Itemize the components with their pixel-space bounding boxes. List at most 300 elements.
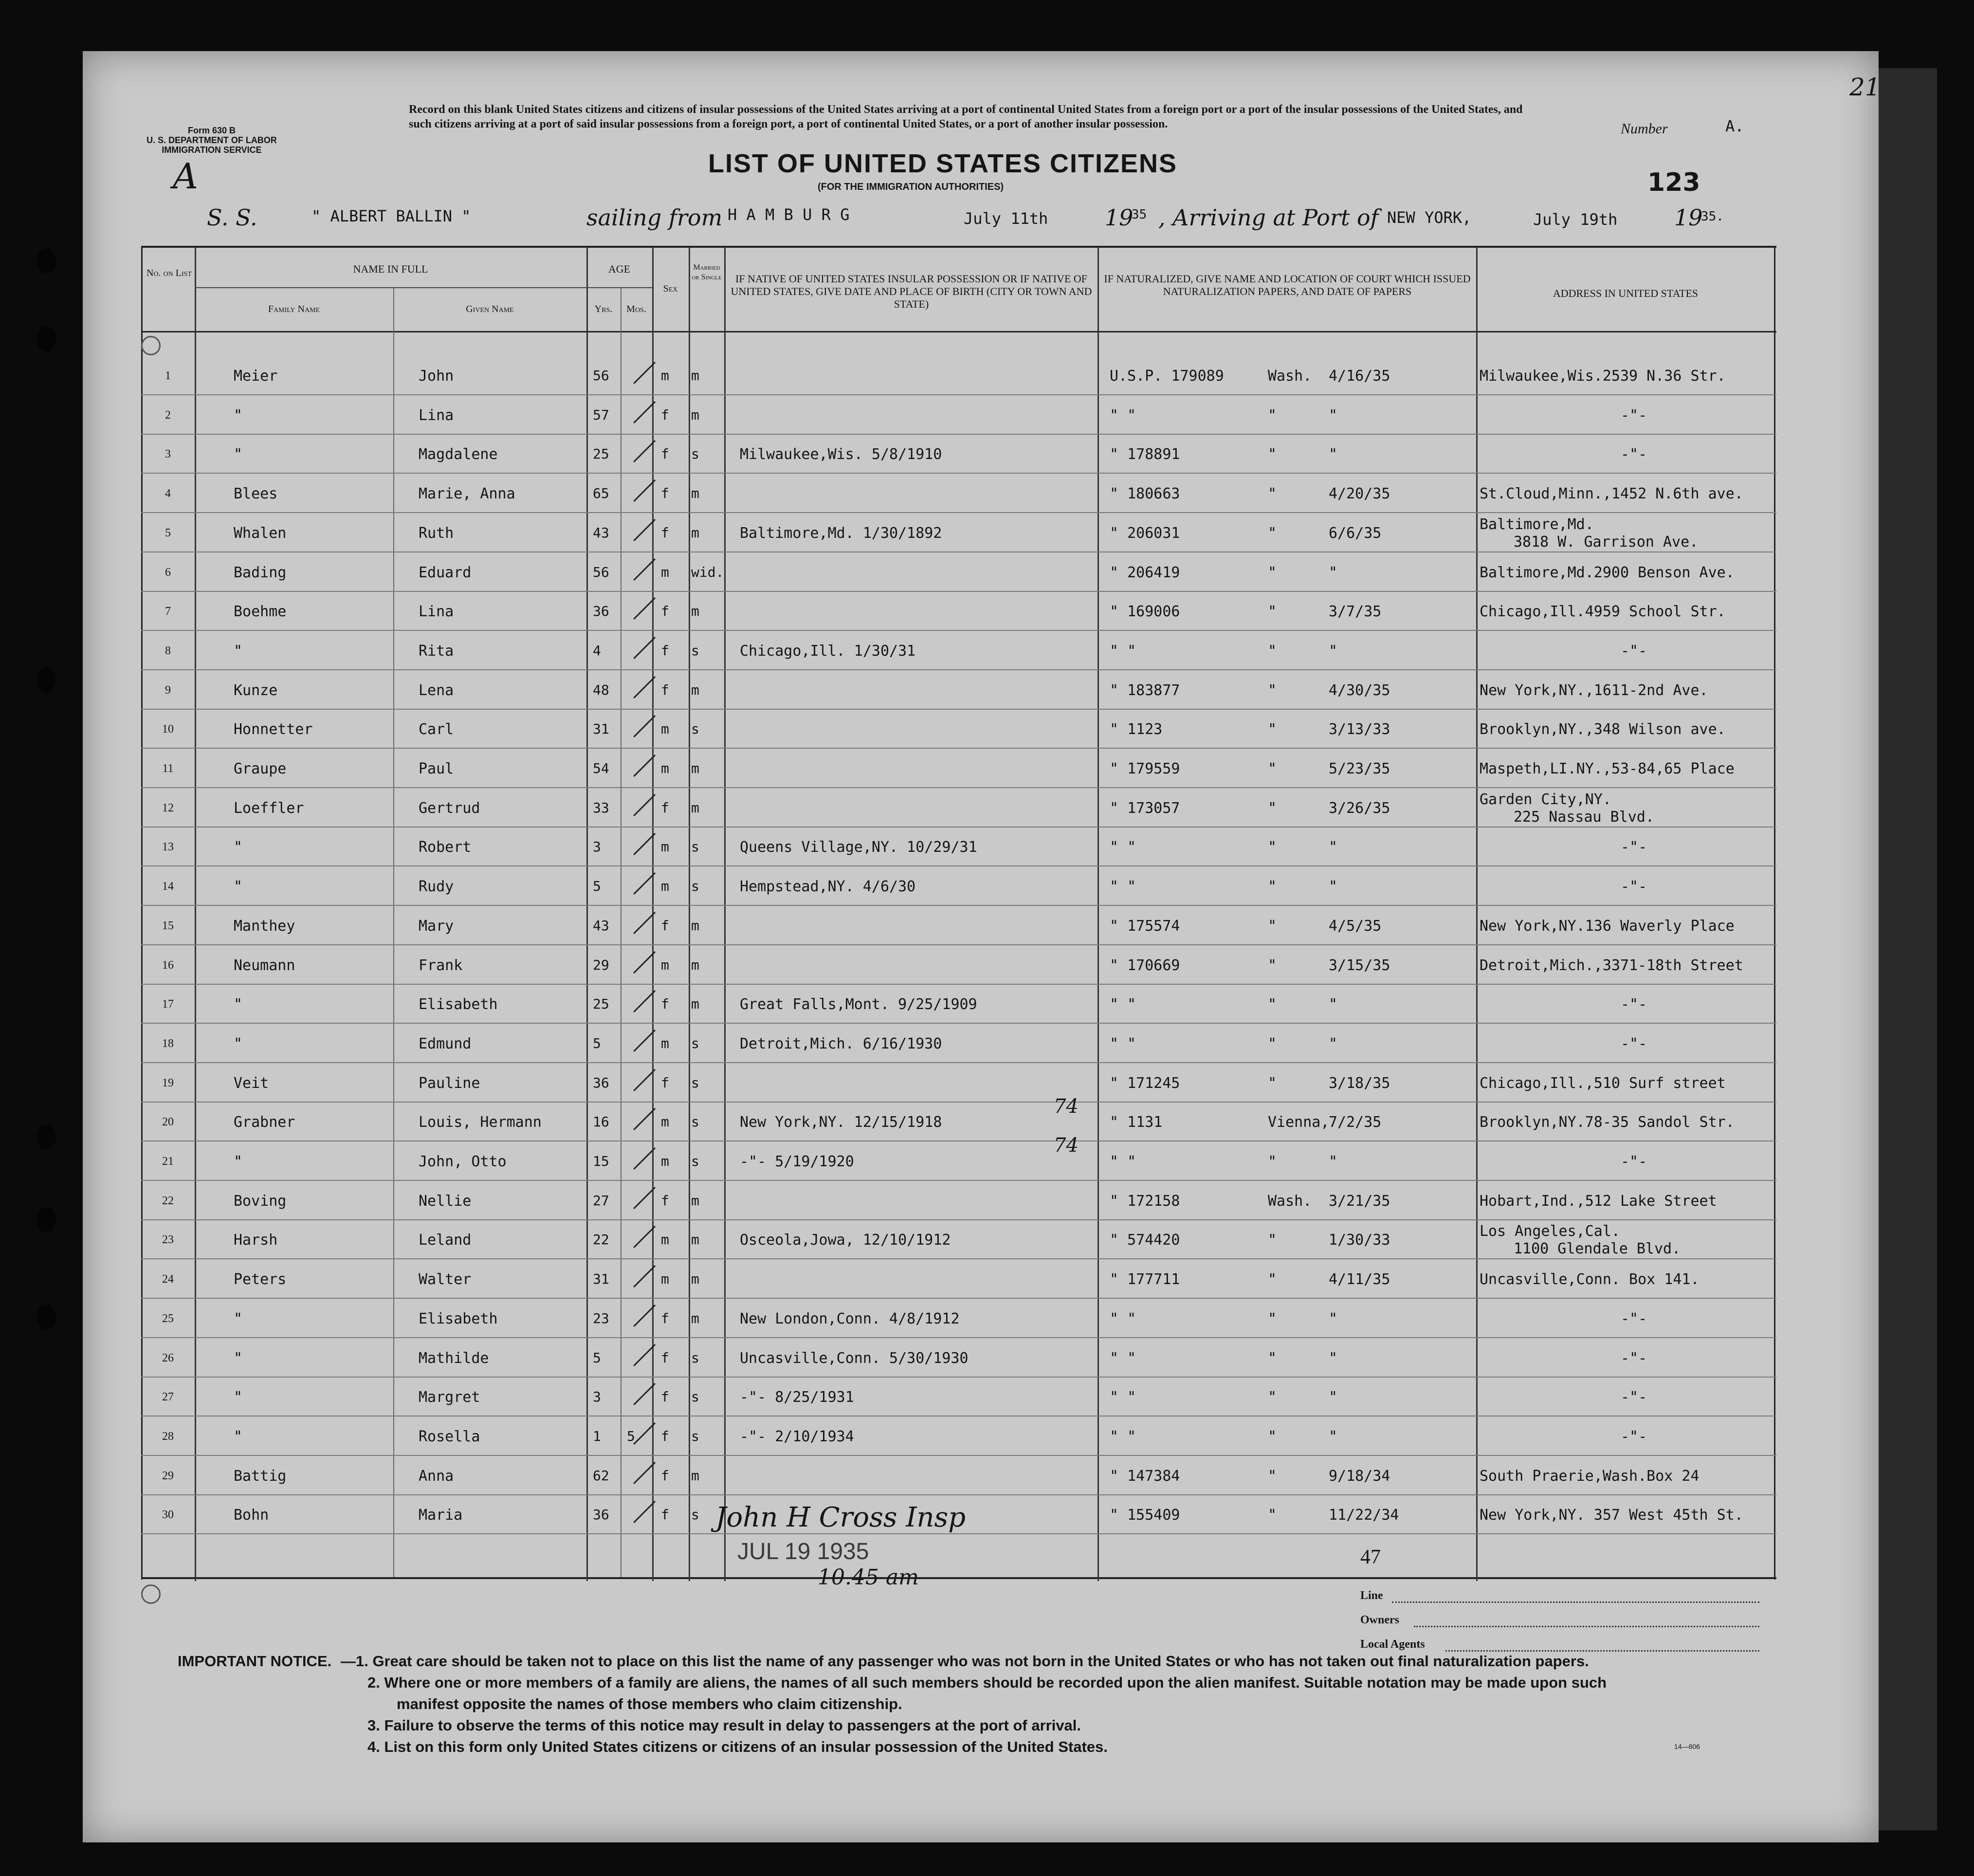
- cell-family: ": [234, 406, 243, 424]
- cell-sex: f: [661, 524, 669, 541]
- cell-court: ": [1268, 406, 1277, 424]
- cell-ms: m: [691, 1192, 699, 1209]
- cell-court: ": [1268, 1389, 1277, 1406]
- cell-address: South Praerie,Wash.Box 24: [1480, 1467, 1700, 1485]
- cell-family: ": [234, 1389, 243, 1406]
- cell-age: 56: [593, 368, 609, 384]
- row-number: 1: [165, 369, 171, 382]
- cell-sex: m: [661, 368, 669, 384]
- line-dotted-field: [1392, 1600, 1759, 1603]
- cell-address: -"-: [1621, 996, 1647, 1013]
- cell-address: -"-: [1621, 642, 1647, 660]
- cell-age: 54: [593, 760, 609, 776]
- cell-date: 4/11/35: [1329, 1271, 1390, 1288]
- cell-court: ": [1268, 721, 1277, 738]
- table-bottom-rule: [141, 1577, 1776, 1579]
- cell-date: 7/2/35: [1329, 1114, 1382, 1131]
- cell-address: -"-: [1621, 1428, 1647, 1445]
- table-top-rule: [141, 246, 1776, 248]
- cell-sex: m: [661, 1153, 669, 1169]
- cell-address: -"-: [1621, 1153, 1647, 1170]
- cell-age: 43: [593, 524, 609, 541]
- cell-court: ": [1268, 1310, 1277, 1327]
- row-number: 5: [165, 526, 171, 539]
- cell-given: Leland: [419, 1232, 472, 1249]
- row-rule: [141, 748, 1776, 749]
- cell-address: Baltimore,Md.: [1480, 515, 1594, 533]
- cell-address: Baltimore,Md.2900 Benson Ave.: [1480, 564, 1735, 581]
- row-number: 2: [165, 408, 171, 422]
- print-code: 14—806: [1674, 1743, 1700, 1750]
- arrival-date: July 19th: [1533, 210, 1618, 229]
- service: IMMIGRATION SERVICE: [162, 145, 262, 155]
- cell-sex: m: [661, 839, 669, 855]
- cell-court: ": [1268, 1507, 1277, 1524]
- cell-family: ": [234, 1035, 243, 1052]
- record-instructions: Record on this blank United States citizens and citizens of insular possessions of the United States arriving at a port of continental United States from a foreign port or a port of the insular possessions of the United States, and such citizens arriving at a port of said insular possessions from a foreign port, a port of continental United States, or a port of another insular possession.: [409, 103, 1523, 130]
- cell-family: ": [234, 1153, 243, 1170]
- cell-age: 16: [593, 1114, 609, 1130]
- cell-ms: m: [691, 1310, 699, 1326]
- arriving-label: , Arriving at Port of: [1158, 204, 1379, 231]
- cell-sex: m: [661, 878, 669, 895]
- cell-cert: " ": [1110, 1389, 1136, 1406]
- header-age: AGE: [608, 263, 631, 275]
- cell-family: Bohn: [234, 1507, 269, 1524]
- cell-given: Rosella: [419, 1428, 480, 1445]
- cell-given: Eduard: [419, 564, 472, 581]
- cell-court: ": [1268, 799, 1277, 817]
- row-rule: [141, 787, 1776, 788]
- row-rule: [141, 1494, 1776, 1495]
- departure-date: July 11th: [964, 209, 1048, 228]
- column-divider: [1097, 247, 1099, 1581]
- cell-date: ": [1329, 1428, 1338, 1445]
- arrival-port: NEW YORK,: [1387, 208, 1472, 227]
- cell-age: 31: [593, 721, 609, 737]
- date-stamp: JUL 19 1935: [737, 1539, 869, 1564]
- cell-age: 36: [593, 1507, 609, 1523]
- ship-name: " ALBERT BALLIN ": [311, 207, 471, 225]
- cell-given: Maria: [419, 1507, 463, 1524]
- punch-circle: [141, 336, 161, 355]
- department: U. S. DEPARTMENT OF LABOR: [146, 135, 277, 145]
- row-number: 7: [165, 605, 171, 618]
- cell-given: Robert: [419, 839, 472, 856]
- depart-year-prefix: 19: [1105, 204, 1133, 231]
- cell-date: 5/23/35: [1329, 760, 1390, 777]
- cell-mos: 5: [627, 1428, 635, 1444]
- arrival-year-prefix: 19: [1674, 204, 1703, 231]
- cell-age: 23: [593, 1310, 609, 1326]
- cell-ms: s: [691, 839, 699, 855]
- cell-address: -"-: [1621, 1310, 1647, 1327]
- cell-given: Lina: [419, 406, 454, 424]
- cell-age: 31: [593, 1271, 609, 1287]
- cell-age: 36: [593, 1074, 609, 1091]
- cell-sex: f: [661, 1310, 669, 1326]
- cell-family: Manthey: [234, 917, 295, 935]
- binder-hole: [37, 667, 56, 692]
- cell-ms: s: [691, 1035, 699, 1051]
- number-value: A.: [1725, 117, 1744, 135]
- row-number: 18: [162, 1037, 174, 1050]
- column-divider: [393, 287, 394, 1577]
- cell-cert: " 147384: [1110, 1467, 1180, 1485]
- row-rule: [141, 905, 1776, 906]
- page-edge-dark: [1879, 68, 1937, 1830]
- cell-family: Battig: [234, 1467, 287, 1485]
- cell-cert: " 179559: [1110, 760, 1180, 777]
- header-birth: IF NATIVE OF UNITED STATES INSULAR POSSESSION OR IF NATIVE OF UNITED STATES, GIVE DATE AND PLACE OF BIRTH (CITY OR TOWN AND STATE): [731, 273, 1092, 310]
- cell-given: Paul: [419, 760, 454, 777]
- cell-cert: U.S.P. 179089: [1110, 368, 1224, 385]
- cell-given: Rita: [419, 642, 454, 660]
- cell-sex: f: [661, 1389, 669, 1405]
- cell-given: John, Otto: [419, 1153, 507, 1170]
- cell-given: Frank: [419, 956, 463, 974]
- row-number: 20: [162, 1116, 174, 1129]
- cell-family: ": [234, 878, 243, 896]
- row-rule: [141, 1023, 1776, 1024]
- binder-hole: [37, 248, 56, 274]
- cell-ms: s: [691, 1074, 699, 1091]
- column-divider: [689, 247, 690, 1581]
- cell-age: 1: [593, 1428, 601, 1444]
- cell-cert: " 1123: [1110, 721, 1163, 738]
- row-rule: [141, 434, 1776, 435]
- header-family-name: Family Name: [268, 304, 320, 314]
- header-naturalized: IF NATURALIZED, GIVE NAME AND LOCATION OF COURT WHICH ISSUED NATURALIZATION PAPERS, AND DATE OF PAPERS: [1104, 273, 1471, 297]
- cell-court: ": [1268, 1074, 1277, 1092]
- cell-ms: m: [691, 368, 699, 384]
- cell-date: 4/30/35: [1329, 681, 1390, 699]
- cell-cert: " 177711: [1110, 1271, 1180, 1288]
- cell-address: St.Cloud,Minn.,1452 N.6th ave.: [1480, 485, 1743, 503]
- cell-birth: Detroit,Mich. 6/16/1930: [740, 1035, 942, 1052]
- form-number: Form 630 B: [187, 126, 236, 135]
- row-rule: [141, 1337, 1776, 1338]
- cell-given: Margret: [419, 1389, 480, 1406]
- cell-age: 62: [593, 1467, 609, 1484]
- cell-date: 11/22/34: [1329, 1507, 1399, 1524]
- cell-family: ": [234, 1349, 243, 1367]
- cell-given: Nellie: [419, 1192, 472, 1210]
- departure-port: H A M B U R G: [728, 205, 850, 224]
- row-number: 21: [162, 1155, 174, 1168]
- cell-ms: m: [691, 917, 699, 934]
- cell-family: ": [234, 839, 243, 856]
- cell-address: Garden City,NY.: [1480, 791, 1611, 808]
- cell-date: ": [1329, 878, 1338, 896]
- cell-court: ": [1268, 1271, 1277, 1288]
- cell-birth: New York,NY. 12/15/1918: [740, 1114, 942, 1131]
- cell-sex: f: [661, 603, 669, 620]
- row-number: 13: [162, 841, 174, 854]
- cell-date: ": [1329, 839, 1338, 856]
- row-number: 15: [162, 919, 174, 932]
- cell-date: 3/7/35: [1329, 603, 1382, 621]
- cell-cert: " ": [1110, 878, 1136, 896]
- cell-cert: " 574420: [1110, 1232, 1180, 1249]
- cell-date: 9/18/34: [1329, 1467, 1390, 1485]
- cell-address: Brooklyn,NY.78-35 Sandol Str.: [1480, 1114, 1735, 1131]
- cell-date: ": [1329, 1153, 1338, 1170]
- cell-given: Anna: [419, 1467, 454, 1485]
- cell-given: Walter: [419, 1271, 472, 1288]
- header-no-on-list: No. on List: [146, 268, 192, 278]
- cell-given: Rudy: [419, 878, 454, 896]
- cell-age: 29: [593, 956, 609, 973]
- cell-age: 22: [593, 1232, 609, 1248]
- margin-mark-row21: 74: [1054, 1134, 1078, 1157]
- row-number: 24: [162, 1273, 174, 1286]
- page-title: LIST OF UNITED STATES CITIZENS: [708, 149, 1177, 178]
- row-rule: [141, 1533, 1776, 1534]
- cell-sex: f: [661, 1467, 669, 1484]
- cell-date: 4/20/35: [1329, 485, 1390, 503]
- cell-date: 4/16/35: [1329, 368, 1390, 385]
- owners-label: Owners: [1360, 1614, 1399, 1626]
- cell-sex: f: [661, 642, 669, 659]
- row-rule: [141, 394, 1776, 395]
- cell-given: Edmund: [419, 1035, 472, 1052]
- cell-age: 3: [593, 1389, 601, 1405]
- cell-cert: " ": [1110, 996, 1136, 1013]
- cell-sex: m: [661, 721, 669, 737]
- cell-family: Whalen: [234, 524, 287, 542]
- cell-address: Hobart,Ind.,512 Lake Street: [1480, 1192, 1717, 1210]
- row-rule: [141, 512, 1776, 513]
- cell-court: ": [1268, 760, 1277, 777]
- cell-sex: m: [661, 1114, 669, 1130]
- cell-family: Veit: [234, 1074, 269, 1092]
- cell-given: John: [419, 368, 454, 385]
- cell-sex: m: [661, 1271, 669, 1287]
- ss-label: S. S.: [207, 204, 257, 231]
- cell-sex: m: [661, 956, 669, 973]
- row-number: 9: [165, 683, 171, 697]
- row-rule: [141, 669, 1776, 670]
- cell-address: Chicago,Ill.4959 School Str.: [1480, 603, 1726, 621]
- binder-hole: [37, 1305, 56, 1330]
- cell-age: 27: [593, 1192, 609, 1209]
- cell-ms: wid.: [691, 564, 724, 580]
- cell-address: Detroit,Mich.,3371-18th Street: [1480, 956, 1743, 974]
- cell-age: 36: [593, 603, 609, 620]
- row-number: 17: [162, 998, 174, 1011]
- row-rule: [141, 1102, 1776, 1103]
- row-rule: [141, 984, 1776, 985]
- cell-ms: m: [691, 1232, 699, 1248]
- notice-3: 3. Failure to observe the terms of this notice may result in delay to passengers at the port of arrival.: [367, 1717, 1081, 1734]
- cell-court: ": [1268, 642, 1277, 660]
- cell-family: ": [234, 1310, 243, 1327]
- cell-address: Milwaukee,Wis.2539 N.36 Str.: [1480, 368, 1726, 385]
- row-rule: [141, 827, 1776, 828]
- depart-year: 35: [1132, 207, 1147, 222]
- cell-age: 65: [593, 485, 609, 502]
- cell-court: ": [1268, 1153, 1277, 1170]
- cell-family: Kunze: [234, 681, 278, 699]
- cell-court: ": [1268, 878, 1277, 896]
- cell-court: Wash.: [1268, 368, 1312, 385]
- cell-date: ": [1329, 1035, 1338, 1052]
- column-divider: [195, 247, 196, 1581]
- cell-family: Grabner: [234, 1114, 295, 1131]
- cell-given: Mathilde: [419, 1349, 489, 1367]
- cell-sex: f: [661, 485, 669, 502]
- cell-ms: m: [691, 524, 699, 541]
- cell-court: ": [1268, 524, 1277, 542]
- row-number: 22: [162, 1194, 174, 1207]
- row-number: 8: [165, 644, 171, 657]
- cell-family: Peters: [234, 1271, 287, 1288]
- row-rule: [141, 709, 1776, 710]
- page-subtitle: (FOR THE IMMIGRATION AUTHORITIES): [818, 182, 1004, 192]
- cell-family: Honnetter: [234, 721, 313, 738]
- cell-date: ": [1329, 446, 1338, 463]
- cell-address: -"-: [1621, 1349, 1647, 1367]
- binder-hole: [37, 326, 56, 351]
- cell-cert: " 180663: [1110, 485, 1180, 503]
- header-given-name: Given Name: [466, 304, 514, 314]
- cell-court: Vienna,: [1268, 1114, 1330, 1131]
- row-number: 3: [165, 448, 171, 461]
- cell-sex: m: [661, 760, 669, 776]
- cell-sex: f: [661, 996, 669, 1012]
- cell-date: 3/26/35: [1329, 799, 1390, 817]
- row-rule: [141, 1377, 1776, 1378]
- notice-4: 4. List on this form only United States citizens or citizens of an insular possession of the United States.: [367, 1738, 1108, 1755]
- cell-date: ": [1329, 642, 1338, 660]
- list-number: 123: [1647, 168, 1700, 197]
- cell-cert: " 175574: [1110, 917, 1180, 935]
- cell-address: -"-: [1621, 1389, 1647, 1406]
- cell-birth: New London,Conn. 4/8/1912: [740, 1310, 960, 1327]
- notice-2-cont: manifest opposite the names of those members who claim citizenship.: [397, 1695, 902, 1712]
- cell-ms: s: [691, 446, 699, 462]
- cell-age: 48: [593, 681, 609, 698]
- cell-cert: " 169006: [1110, 603, 1180, 621]
- cell-birth: Osceola,Jowa, 12/10/1912: [740, 1232, 951, 1249]
- cell-family: ": [234, 1428, 243, 1445]
- header-yrs: Yrs.: [594, 304, 613, 314]
- cell-ms: s: [691, 878, 699, 895]
- row-rule: [141, 630, 1776, 631]
- row-number: 27: [162, 1391, 174, 1404]
- cell-given: Elisabeth: [419, 996, 498, 1013]
- age-subheader-rule: [586, 287, 652, 288]
- cell-ms: s: [691, 1153, 699, 1169]
- row-rule: [141, 1219, 1776, 1220]
- cell-sex: m: [661, 1232, 669, 1248]
- row-rule: [141, 1140, 1776, 1141]
- cell-date: 4/5/35: [1329, 917, 1382, 935]
- cell-date: ": [1329, 564, 1338, 581]
- cell-court: ": [1268, 485, 1277, 503]
- cell-cert: " ": [1110, 406, 1136, 424]
- cell-cert: " 206419: [1110, 564, 1180, 581]
- agents-label: Local Agents: [1360, 1638, 1425, 1651]
- cell-family: ": [234, 446, 243, 463]
- row-number: 19: [162, 1076, 174, 1089]
- sailing-label: sailing from: [586, 204, 723, 231]
- manifest-sheet: [83, 51, 1879, 1842]
- header-married: Married or Single: [692, 263, 722, 281]
- cell-address: -"-: [1621, 839, 1647, 856]
- cell-sex: m: [661, 564, 669, 580]
- row-rule: [141, 1298, 1776, 1299]
- cell-sex: f: [661, 1349, 669, 1366]
- cell-cert: " 170669: [1110, 956, 1180, 974]
- row-number: 28: [162, 1430, 174, 1443]
- cell-address: Maspeth,LI.NY.,53-84,65 Place: [1480, 760, 1735, 777]
- cell-cert: " 172158: [1110, 1192, 1180, 1210]
- corner-mark: A: [173, 156, 198, 197]
- cell-given: Marie, Anna: [419, 485, 515, 503]
- cell-family: Bading: [234, 564, 287, 581]
- header-mos: Mos.: [626, 304, 646, 314]
- cell-court: ": [1268, 956, 1277, 974]
- notice-1: —1. Great care should be taken not to place on this list the name of any passenger who was not born in the United States or who has not taken out final naturalization papers.: [341, 1653, 1589, 1670]
- cell-address: Chicago,Ill.,510 Surf street: [1480, 1074, 1726, 1092]
- cell-court: ": [1268, 1467, 1277, 1485]
- cell-address: New York,NY.136 Waverly Place: [1480, 917, 1735, 935]
- cell-family: Meier: [234, 368, 278, 385]
- cell-date: 3/15/35: [1329, 956, 1390, 974]
- cell-age: 5: [593, 1035, 601, 1051]
- cell-birth: Chicago,Ill. 1/30/31: [740, 642, 916, 660]
- cell-address: Brooklyn,NY.,348 Wilson ave.: [1480, 721, 1726, 738]
- cell-sex: f: [661, 799, 669, 816]
- cell-court: ": [1268, 1349, 1277, 1367]
- cell-ms: s: [691, 1389, 699, 1405]
- cell-age: 57: [593, 406, 609, 423]
- cell-ms: s: [691, 1507, 699, 1523]
- cell-cert: " ": [1110, 839, 1136, 856]
- cell-cert: " ": [1110, 1349, 1136, 1367]
- name-subheader-rule: [195, 287, 586, 288]
- cell-birth: -"- 8/25/1931: [740, 1389, 854, 1406]
- cell-court: ": [1268, 996, 1277, 1013]
- column-divider: [1476, 247, 1478, 1581]
- cell-sex: f: [661, 406, 669, 423]
- cell-family: Blees: [234, 485, 278, 503]
- column-divider: [724, 247, 726, 1581]
- page-count: 47: [1360, 1546, 1381, 1568]
- cell-given: Pauline: [419, 1074, 480, 1092]
- arrival-time: 10.45 am: [818, 1565, 919, 1590]
- cell-sex: f: [661, 1074, 669, 1091]
- cell-court: ": [1268, 839, 1277, 856]
- cell-address-line2: 225 Nassau Blvd.: [1514, 808, 1654, 826]
- cell-court: ": [1268, 1428, 1277, 1445]
- cell-ms: m: [691, 406, 699, 423]
- cell-cert: " 1131: [1110, 1114, 1163, 1131]
- cell-given: Ruth: [419, 524, 454, 542]
- cell-date: 3/18/35: [1329, 1074, 1390, 1092]
- cell-address: Los Angeles,Cal.: [1480, 1223, 1620, 1240]
- cell-court: ": [1268, 1232, 1277, 1249]
- cell-cert: " 171245: [1110, 1074, 1180, 1092]
- cell-ms: s: [691, 1349, 699, 1366]
- cell-court: ": [1268, 446, 1277, 463]
- cell-cert: " 178891: [1110, 446, 1180, 463]
- number-label: Number: [1621, 121, 1668, 137]
- row-number: 26: [162, 1351, 174, 1364]
- cell-cert: " 206031: [1110, 524, 1180, 542]
